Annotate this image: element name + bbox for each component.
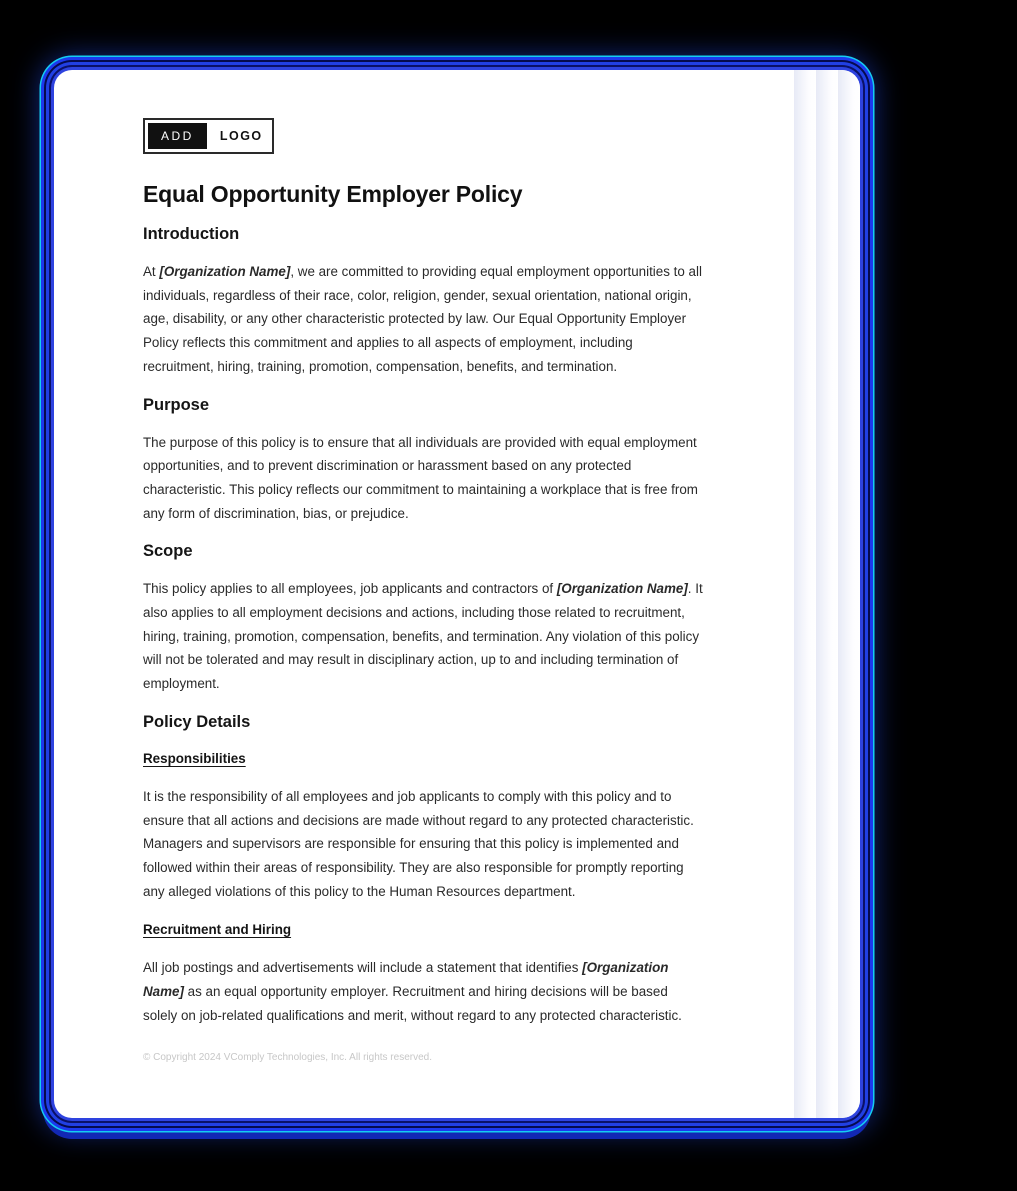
- paragraph: The purpose of this policy is to ensure that all individuals are provided with equal employment opportunities, and to prevent discrimination or harassment based on any protected characteristic. This policy reflects our commitment to maintaining a workplace that is free from any form of discrimination, bias, or prejudice.: [143, 434, 698, 521]
- placeholder-organization-name: [Organization Name]: [143, 960, 669, 1000]
- paragraph: At [Organization Name], we are committed to providing equal employment opportunities to all individuals, regardless of their race, color, religion, gender, sexual orientation, national origin, age, disability, or any other characteristic protected by law. Our Equal Opportunity Employer Policy reflects this commitment and applies to all aspects of employment, including recruitment, hiring, training, promotion, compensation, benefits, and termination.: [143, 264, 702, 374]
- subsection-heading: Responsibilities: [143, 750, 246, 766]
- paragraph: All job postings and advertisements will include a statement that identifies [Organization Name] as an equal opportunity employer. Recruitment and hiring decisions will be based solely on job-related qualifications and merit, without regard to any protected characteristic.: [143, 960, 682, 1023]
- placeholder-organization-name: [Organization Name]: [159, 264, 291, 279]
- section-heading: Purpose: [143, 395, 210, 414]
- add-logo-placeholder[interactable]: [143, 118, 274, 154]
- paragraph: This policy applies to all employees, job applicants and contractors of [Organization Name]. It also applies to all employment decisions and actions, including those related to recruitment, hiring, training, promotion, compensation, benefits, and termination. Any violation of this policy will not be tolerated and may result in disciplinary action, up to and including termination of employment.: [143, 581, 703, 692]
- copyright-text: © Copyright 2024 VComply Technologies, Inc. All rights reserved.: [143, 1052, 432, 1064]
- document-page: [54, 70, 860, 1118]
- policy-section: [143, 225, 703, 379]
- placeholder-organization-name: [Organization Name]: [556, 581, 688, 597]
- document-body: [143, 225, 703, 1027]
- document-title: Equal Opportunity Employer Policy: [143, 181, 523, 207]
- add-label: ADD: [148, 123, 207, 149]
- logo-label: LOGO: [219, 129, 263, 143]
- policy-section: [143, 542, 703, 696]
- policy-section: [143, 713, 703, 1028]
- document-content: [143, 70, 703, 1064]
- stacked-pages-edge: [794, 70, 860, 1118]
- paragraph: It is the responsibility of all employees and job applicants to comply with this policy and to ensure that all actions and decisions are made without regard to any protected characteristic. Managers and supervisors are responsible for ensuring that this policy is implemented and followed within their areas of responsibility. They are also responsible for promptly reporting any alleged violations of this policy to the Human Resources department.: [143, 788, 694, 899]
- section-heading: Introduction: [143, 225, 240, 243]
- section-heading: Policy Details: [143, 712, 251, 731]
- policy-section: [143, 396, 703, 526]
- subsection-heading: Recruitment and Hiring: [143, 922, 292, 938]
- section-heading: Scope: [143, 542, 193, 561]
